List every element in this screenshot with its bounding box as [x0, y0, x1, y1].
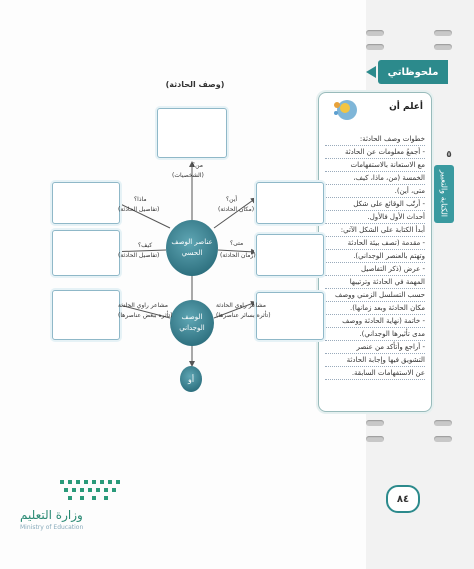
know-line: أبدأ الكتابة على الشكل الآتي: — [325, 224, 425, 237]
know-line: - مقدمة (تصف بيئة الحادثة — [325, 237, 425, 250]
know-line: عن الاستفهامات السابقة. — [325, 367, 425, 380]
know-line: حسب التسلسل الزمني ووصف — [325, 289, 425, 302]
know-title: أعلم أن — [389, 102, 423, 112]
label-what: ماذا؟ — [134, 196, 147, 203]
diagram-title: (وصف الحادثة) — [165, 80, 225, 89]
know-line: خطوات وصف الحادثة: — [325, 133, 425, 146]
section-number: ٥ — [446, 150, 452, 160]
notes-tab: ملحوظاتي — [378, 60, 448, 84]
label-when-detail: (زمان الحادثة) — [220, 252, 256, 259]
section-tab: الكتابة والتعبير — [434, 165, 454, 223]
answer-box-how[interactable] — [52, 230, 120, 276]
know-line: مع الاستعانة بالاستفهامات — [325, 159, 425, 172]
answer-box-what[interactable] — [52, 182, 120, 224]
know-line: متى، أين). — [325, 185, 425, 198]
bottom-circle: أو — [180, 366, 202, 392]
answer-box-who[interactable] — [157, 108, 227, 158]
ministry-name-en: Ministry of Education — [20, 524, 84, 531]
label-feel-left: مشاعر راوي الحادثة — [118, 302, 169, 309]
answer-box-where[interactable] — [256, 182, 324, 224]
sensory-center: عناصر الوصف الحسي — [166, 220, 218, 276]
label-feel-right: مشاعر راوي الحادثة — [216, 302, 267, 309]
label-where: أين؟ — [226, 196, 238, 203]
answer-box-when[interactable] — [256, 234, 324, 276]
emotional-center: الوصف الوجداني — [170, 300, 214, 346]
know-line: - أراجع وأتأكد من عنصر — [325, 341, 425, 354]
label-who: من؟ — [192, 162, 203, 169]
know-line: - أجمعُ معلومات عن الحادثة — [325, 146, 425, 159]
label-when: متى؟ — [230, 240, 244, 247]
know-line: التشويق فيها وإجابة الحادثة — [325, 354, 425, 367]
label-what-detail: (تفاصيل الحادثة) — [118, 206, 160, 213]
know-line: الخمسة (من، ماذا، كيف، — [325, 172, 425, 185]
know-line: المهمة في الحادثة وترتيبها — [325, 276, 425, 289]
know-line: - عرض (ذكر التفاصيل — [325, 263, 425, 276]
ministry-name: وزارة التعليم — [20, 508, 83, 522]
know-line: - خاتمة (نهاية الحادثة ووصف — [325, 315, 425, 328]
label-where-detail: (مكان الحادثة) — [218, 206, 255, 213]
label-feel-left-detail: (تأثره ببعض عناصرها) — [118, 312, 173, 319]
know-line: مدى تأثيرها الوجداني). — [325, 328, 425, 341]
label-who-detail: (الشخصيات) — [172, 172, 204, 179]
answer-box-feel-left[interactable] — [52, 290, 120, 340]
know-line: - أرتّب الوقائع على شكل — [325, 198, 425, 211]
label-how-detail: (تفاصيل الحادثة) — [118, 252, 160, 259]
label-how: كيف؟ — [138, 242, 153, 249]
page-number: ٨٤ — [386, 485, 420, 513]
know-line: وتهتم بالعنصر الوجداني). — [325, 250, 425, 263]
label-feel-right-detail: (تأثره بسائر عناصرها) — [216, 312, 271, 319]
ministry-logo-icon — [58, 478, 128, 506]
know-line: مكان الحادثة وبعد زمانها). — [325, 302, 425, 315]
know-line: أحداث الأول فالأول. — [325, 211, 425, 224]
